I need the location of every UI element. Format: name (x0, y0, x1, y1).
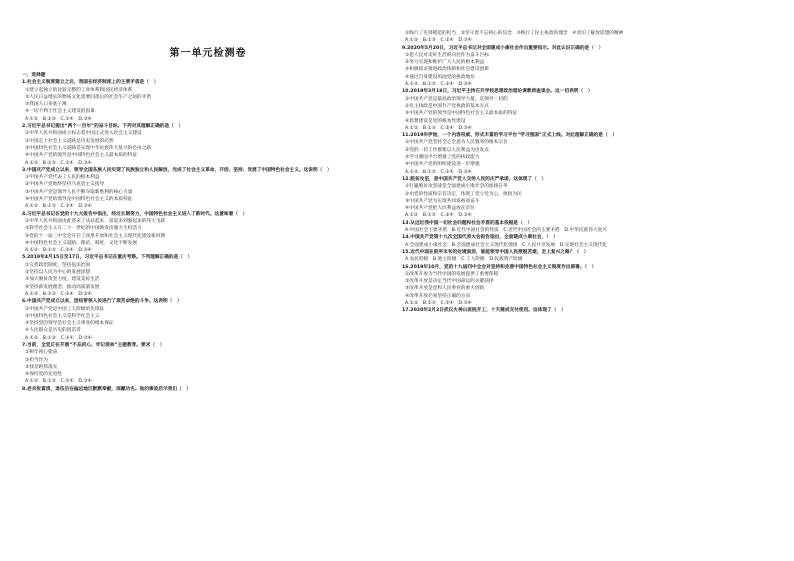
question-item (22, 386, 394, 393)
question-item (22, 211, 394, 255)
question-item (22, 123, 394, 167)
question-list-left (22, 79, 394, 393)
question-option: ①打赢脱贫攻坚战是全面建成小康社会的底线任务 (405, 184, 508, 190)
question-item (402, 176, 774, 220)
question-option: ③中国共产党是领导人民不断夺取新胜利的核心力量 (25, 189, 133, 195)
question-option: ④中国共产党的领导是中国特色社会主义的本质特征 (25, 197, 133, 203)
question-text: 11.2019年伊始，一个内容权威、形式丰富的学习平台“学习强国”正式上线。对此理解正确的是（ ） (402, 133, 618, 139)
answer-choices: A.①② B.②③ C.①④ D.③④ (25, 116, 92, 122)
answer-choices: A.①② B.①③ C.②④ D.③④ (405, 169, 472, 175)
question-option: ②民主执政是中国共产党执政的基本方式 (405, 103, 489, 109)
question-item (402, 30, 774, 45)
question-item (22, 79, 394, 123)
question-option: ②改革开放是决定当代中国命运的关键抉择 (405, 279, 494, 285)
answer-choices: A.①② B.①③ C.②④ D.③④ (25, 335, 92, 341)
answer-choices: A.①② B.①③ C.②④ D.③④ (25, 379, 92, 385)
question-item (22, 167, 394, 211)
answer-choices: A.①② B.①③ C.②④ D.③④ (25, 204, 92, 210)
question-option: ②科学社会主义在二十一世纪的中国焕发出强大生机活力 (25, 226, 142, 232)
question-text: 6.中国共产党成立以来，团结带领人民进行了艰苦卓绝的斗争。这表明（ ） (22, 299, 182, 305)
question-item (402, 249, 774, 264)
question-option: ④保持党的先进性 (25, 372, 63, 378)
question-text: 1.社会主义制度建立之后，我国在经济制度上的主要矛盾是（ ） (22, 80, 159, 86)
question-item (402, 264, 774, 308)
answer-choices: A.①② B.①③ C.②④ D.③④ (405, 82, 472, 88)
question-option: A.中国社会主要矛盾 B.近代中国社会的性质 C.近代中国社会的主要矛盾 D.中华民族伟大复兴 (405, 228, 607, 234)
section-heading: 一、选择题 (22, 73, 46, 78)
question-option: ②中国共产党始终坚持马克思主义指导 (25, 182, 105, 188)
question-option: ③积极稳妥推进政治体制和社会建设创新 (405, 67, 489, 73)
question-option: ③党的十一届三中全会开启了改革开放和社会主义现代化建设新时期 (25, 233, 166, 239)
question-text: 15.近代中国在前所未有的处境面前，谁能领导中国人民摆脱苦难，走上复兴之路？（ ） (402, 249, 589, 255)
right-column (402, 30, 774, 315)
question-item (22, 254, 394, 298)
answer-choices: A.①② B.①③ C.②④ D.③④ (405, 125, 472, 131)
question-option: ④坚持新发展理念，推动高质量发展 (25, 284, 100, 290)
question-option: ④中国共产党的组织建设进一步增强 (405, 162, 480, 168)
question-text: 8.老兵张富清，退伍后在偏远地区默默奉献，深藏功名。他的事迹启示我们（ ） (22, 386, 192, 392)
question-text: 17.2020年2月2日武汉火神山医院开工，十天建成交付使用。这体现了（ ） (402, 308, 566, 314)
question-text: 2.习近平总书记提出“两个一百年”的奋斗目标。下列对其理解正确的是（ ） (22, 124, 184, 130)
question-text: 13.从远近我中国一切社会问题和社会矛盾的基本依据是（ ） (402, 220, 533, 226)
question-option: ③加大脱贫攻坚力度，建设美好生活 (25, 277, 100, 283)
question-option: ③改革开放是党和人民事业的重大创新 (405, 286, 485, 292)
question-option: ②中国特色社会主义是科学社会主义 (25, 313, 100, 319)
answer-choices: A.①② B.①③ C.②④ D.③④ (25, 248, 92, 254)
question-option: ④人民群众是历史的创造者 (25, 328, 81, 334)
question-option: ③坚持党的领导是社会主义事业的根本保证 (25, 321, 114, 327)
question-option: ①践行了先锋模范的担当 ②坚守着不忘初心的信念 ③践行了民主执政的理念 ④淡泊了解放思想的精神 (405, 31, 624, 36)
question-item (22, 342, 394, 386)
question-option: ④一切不利于社会主义建设的因素 (25, 109, 95, 115)
question-option: ①中国共产党代表了人民的根本利益 (25, 175, 100, 181)
question-item (402, 220, 774, 235)
question-option: A.农民阶级 B.地主阶级 C.工人阶级 D.民族资产阶级 (405, 257, 523, 263)
question-option: ②党的一切工作都要以人民利益为出发点 (405, 147, 489, 153)
question-item (402, 88, 774, 132)
answer-choices: A.①② B.①③ C.②④ D.③④ (405, 213, 472, 219)
page-title: 第一单元检测卷 (169, 48, 247, 59)
question-option: ③找差距抓落实 (25, 364, 58, 370)
question-option: ①改革开放为当代中国的发展提供了重要保障 (405, 271, 499, 277)
question-option: ①完善政治制度，坚持依法治国 (25, 262, 91, 268)
question-item (402, 45, 774, 89)
question-text: 16.2019年10月，党的十九届四中全会对坚持和完善中国特色社会主义制度作出部署。（ ） (402, 264, 597, 270)
question-option: ①树牢初心使命 (25, 350, 58, 356)
question-option: ①中国共产党是中国工人阶级的先锋队 (25, 306, 105, 312)
question-option: ①把人民对美好生活的向往作为奋斗目标 (405, 52, 489, 58)
question-option: ③中国特色社会主义道路是实现中华民族伟大复兴的必由之路 (25, 145, 152, 151)
question-list-right (402, 30, 774, 315)
question-text: 4.习近平总书记在党的十九大报告中指出，经过长期努力，中国特色社会主义进入了新时代。这意味着（ ） (22, 211, 248, 217)
question-option: ③中国共产党的领导是中国特色社会主义最本质的特征 (405, 111, 518, 117)
left-column (22, 34, 394, 393)
question-text: 9.2020年5月20日，习近平总书记对全面建成小康社会作出重要指示。对此认识正确的是（ ） (402, 45, 604, 51)
question-text: 5.2019年4月15日至17日，习近平总书记在重庆考察。下列理解正确的是（ ） (22, 255, 193, 261)
question-option: ①建立起独立的比较完整的工业体系和国民经济体系 (25, 87, 133, 93)
question-text: 10.2019年3月18日，习近平主持召开学校思想政治理论课教师座谈会。这一切表明（ ） (402, 89, 593, 95)
question-text: 12.脱贫攻坚，是中国共产党人交给人民的庄严承诺。这体现了（ ） (402, 176, 547, 182)
answer-choices: A.①② B.②③ C.②④ D.③④ (25, 291, 92, 297)
question-item (402, 234, 774, 249)
question-option: ②人民日益增长的物质文化需要同落后的社会生产之间的矛盾 (25, 94, 152, 100)
answer-choices: A.①② B.①③ C.②④ D.③④ (405, 38, 472, 44)
question-item (402, 307, 774, 314)
question-option: ④改革开放必须坚持正确的方向 (405, 293, 471, 299)
question-item (22, 298, 394, 342)
answer-choices: A.①② B.①③ C.②④ D.③④ (405, 300, 472, 306)
question-option: A.全面建成小康社会 B.全面建成社会主义现代化强国 C.人民共享发展 D.实现社会主义现代化 (405, 242, 607, 248)
question-option: ①中华人民共和国成立标志着中国正式进入社会主义建设 (25, 131, 142, 137)
question-option: ④中国共产党的领导是中国特色社会主义最本质的特征 (25, 153, 138, 159)
question-option: ①中国共产党是最高政治领导力量，是领导一切的 (405, 96, 508, 102)
question-option: ①中国共产党坚持全心全意为人民服务的根本宗旨 (405, 140, 508, 146)
question-text: 3.中国共产党成立以来，领导全国各族人民实现了民族独立和人民解放，完成了社会主义革命，开创、坚持、发展了中国特色社会主义。这说明（ ） (22, 167, 332, 173)
answer-choices: A.①② B.②③ C.①④ D.③④ (25, 160, 92, 166)
question-text: 7.当前，全党正在开展“不忘初心、牢记使命”主题教育。要求（ ） (22, 342, 165, 348)
question-option: ④思想建设是党的根本性建设 (405, 118, 466, 124)
question-option: ④中国共产党把人民利益放在首位 (405, 206, 475, 212)
question-option: ③我国人口多底子薄 (25, 102, 67, 108)
question-option: ②中国走上社会主义道路是历史发展的必然 (25, 138, 114, 144)
question-option: ②担当作为 (25, 357, 48, 363)
question-option: ④通过自身建设巩固党的执政地位 (405, 74, 475, 80)
question-option: ②努力实现和维护广大人民的根本利益 (405, 60, 485, 66)
question-option: ②由党的性质和宗旨决定，体现了党立党为公，执政为民 (405, 191, 522, 197)
question-text: 14.中国共产党第十九次全国代表大会报告指出，全面建成小康社会，（ ） (402, 235, 558, 241)
question-item (402, 132, 774, 176)
question-option: ③学习强国平台增强了党的执政能力 (405, 155, 480, 161)
question-option: ④中国特色社会主义道路、理论、制度、文化不断发展 (25, 240, 138, 246)
question-option: ③中国共产党为实现共同富裕而奋斗 (405, 198, 480, 204)
question-option: ②坚持以人民为中心的发展思想 (25, 270, 91, 276)
question-option: ①中华人民共和国由此迎来了从站起来、富起来到强起来的伟大飞跃 (25, 218, 166, 224)
